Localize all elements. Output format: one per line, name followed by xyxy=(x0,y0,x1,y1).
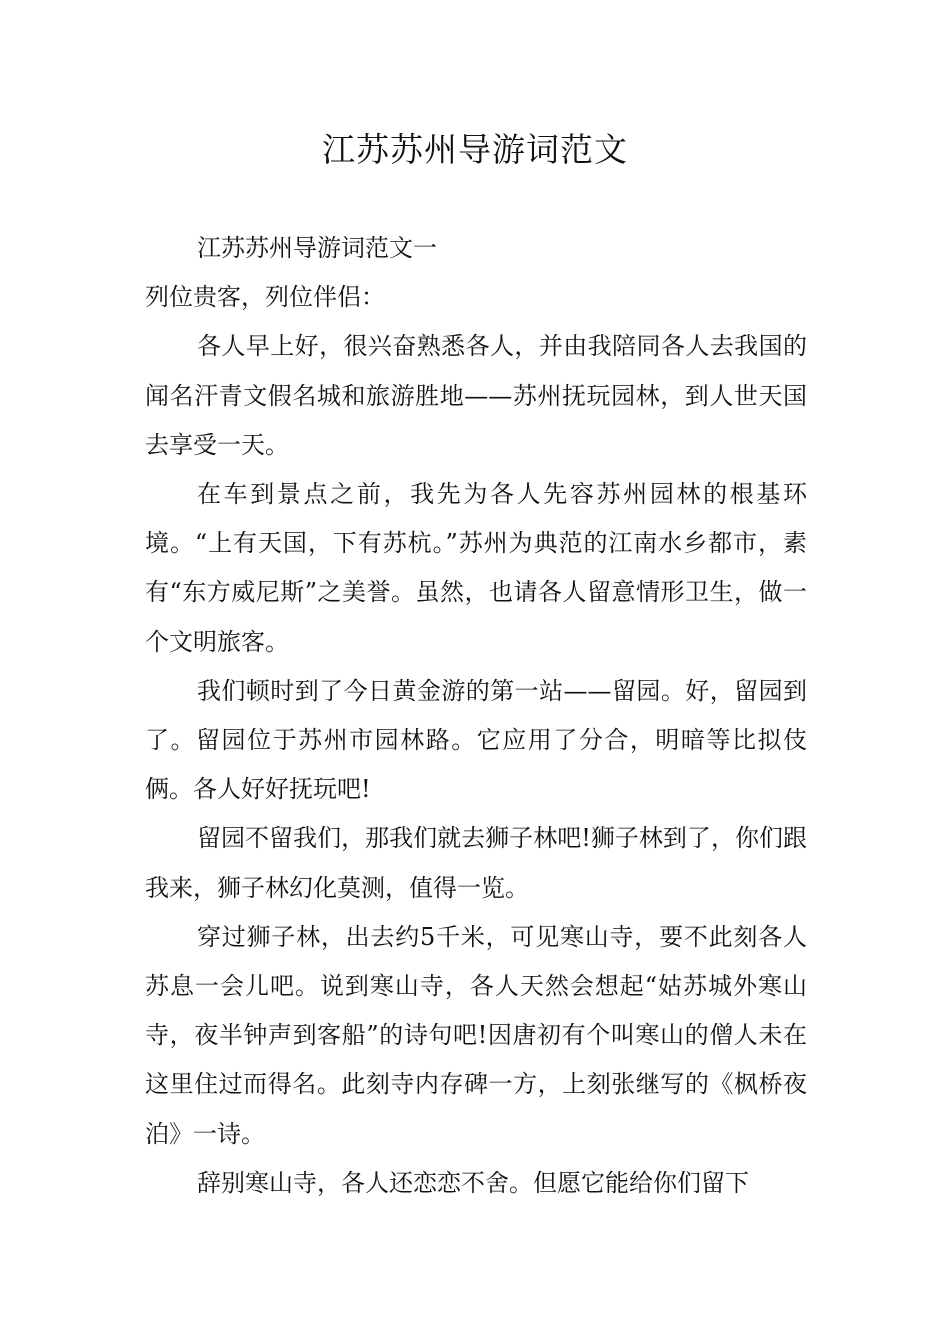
section-heading: 江苏苏州导游词范文一 xyxy=(197,234,437,262)
paragraph-3: 我们顿时到了今日黄金游的第一站——留园。好，留园到了。留园位于苏州市园林路。它应用了分合，明暗等比拟伎俩。各人好好抚玩吧! xyxy=(145,676,807,804)
paragraph-6: 辞别寒山寺，各人还恋恋不舍。但愿它能给你们留下 xyxy=(197,1168,749,1197)
paragraph-5: 穿过狮子林，出去约5千米，可见寒山寺，要不此刻各人苏息一会儿吧。说到寒山寺，各人天然会想起“姑苏城外寒山寺，夜半钟声到客船”的诗句吧!因唐初有个叫寒山的僧人未在这里住过而得名。此刻寺内存碑一方，上刻张继写的《枫桥夜泊》一诗。 xyxy=(145,922,807,1148)
document-title: 江苏苏州导游词范文 xyxy=(322,130,628,169)
paragraph-2: 在车到景点之前，我先为各人先容苏州园林的根基环境。“上有天国，下有苏杭。”苏州为典范的江南水乡都市，素有“东方威尼斯”之美誉。虽然，也请各人留意情形卫生，做一个文明旅客。 xyxy=(145,480,807,656)
document-body xyxy=(145,224,807,1208)
greeting: 列位贵客，列位伴侣： xyxy=(145,283,385,312)
paragraph-4: 留园不留我们，那我们就去狮子林吧!狮子林到了，你们跟我来，狮子林幻化莫测，值得一览。 xyxy=(145,824,807,902)
paragraph-1: 各人早上好，很兴奋熟悉各人，并由我陪同各人去我国的闻名汗青文假名城和旅游胜地——苏州抚玩园林，到人世天国去享受一天。 xyxy=(145,332,807,459)
